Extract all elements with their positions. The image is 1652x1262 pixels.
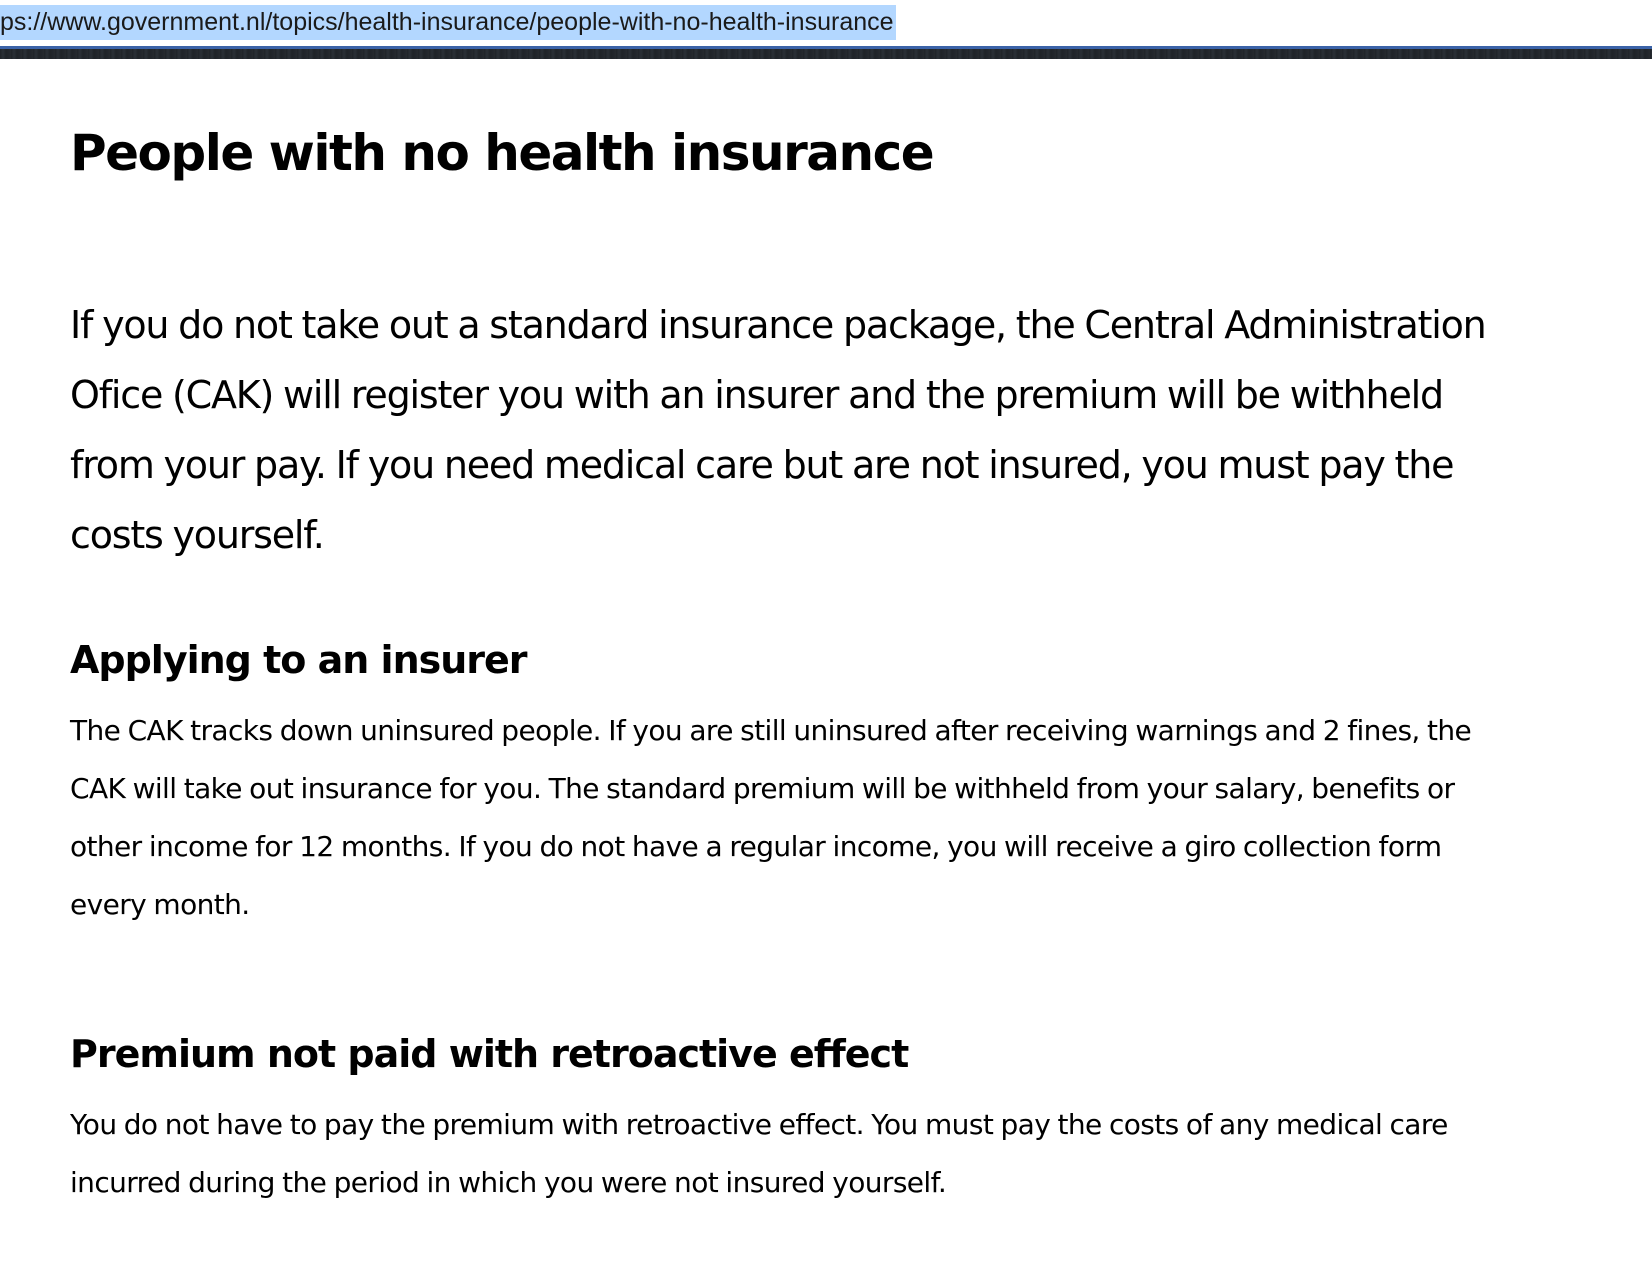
paragraph-line: The CAK tracks down uninsured people. If you are still uninsured after receiving warnings and 2 fines, the xyxy=(70,714,1472,747)
paragraph-line: other income for 12 months. If you do not have a regular income, you will receive a giro collection form xyxy=(70,830,1442,863)
paragraph-line: every month. xyxy=(70,888,250,921)
paragraph-line: incurred during the period in which you were not insured yourself. xyxy=(70,1166,947,1199)
url-text-selected[interactable]: ps://www.government.nl/topics/health-insurance/people-with-no-health-insurance xyxy=(0,5,896,40)
paragraph-line: CAK will take out insurance for you. The standard premium will be withheld from your salary, benefits or xyxy=(70,772,1455,805)
intro-line: from your pay. If you need medical care but are not insured, you must pay the xyxy=(70,443,1454,487)
page-title: People with no health insurance xyxy=(70,124,934,182)
paragraph-line: You do not have to pay the premium with retroactive effect. You must pay the costs of any medical care xyxy=(70,1108,1448,1141)
section-heading-premium: Premium not paid with retroactive effect xyxy=(70,1032,909,1076)
section-paragraph-premium xyxy=(70,1096,1610,1212)
intro-line: If you do not take out a standard insurance package, the Central Administration xyxy=(70,303,1486,347)
intro-paragraph xyxy=(70,290,1610,570)
section-heading-applying: Applying to an insurer xyxy=(70,638,527,682)
browser-toolbar-strip xyxy=(0,49,1652,59)
intro-line: costs yourself. xyxy=(70,513,324,557)
address-bar[interactable] xyxy=(0,0,1652,46)
section-paragraph-applying xyxy=(70,702,1610,934)
intro-line: Ofice (CAK) will register you with an insurer and the premium will be withheld xyxy=(70,373,1443,417)
